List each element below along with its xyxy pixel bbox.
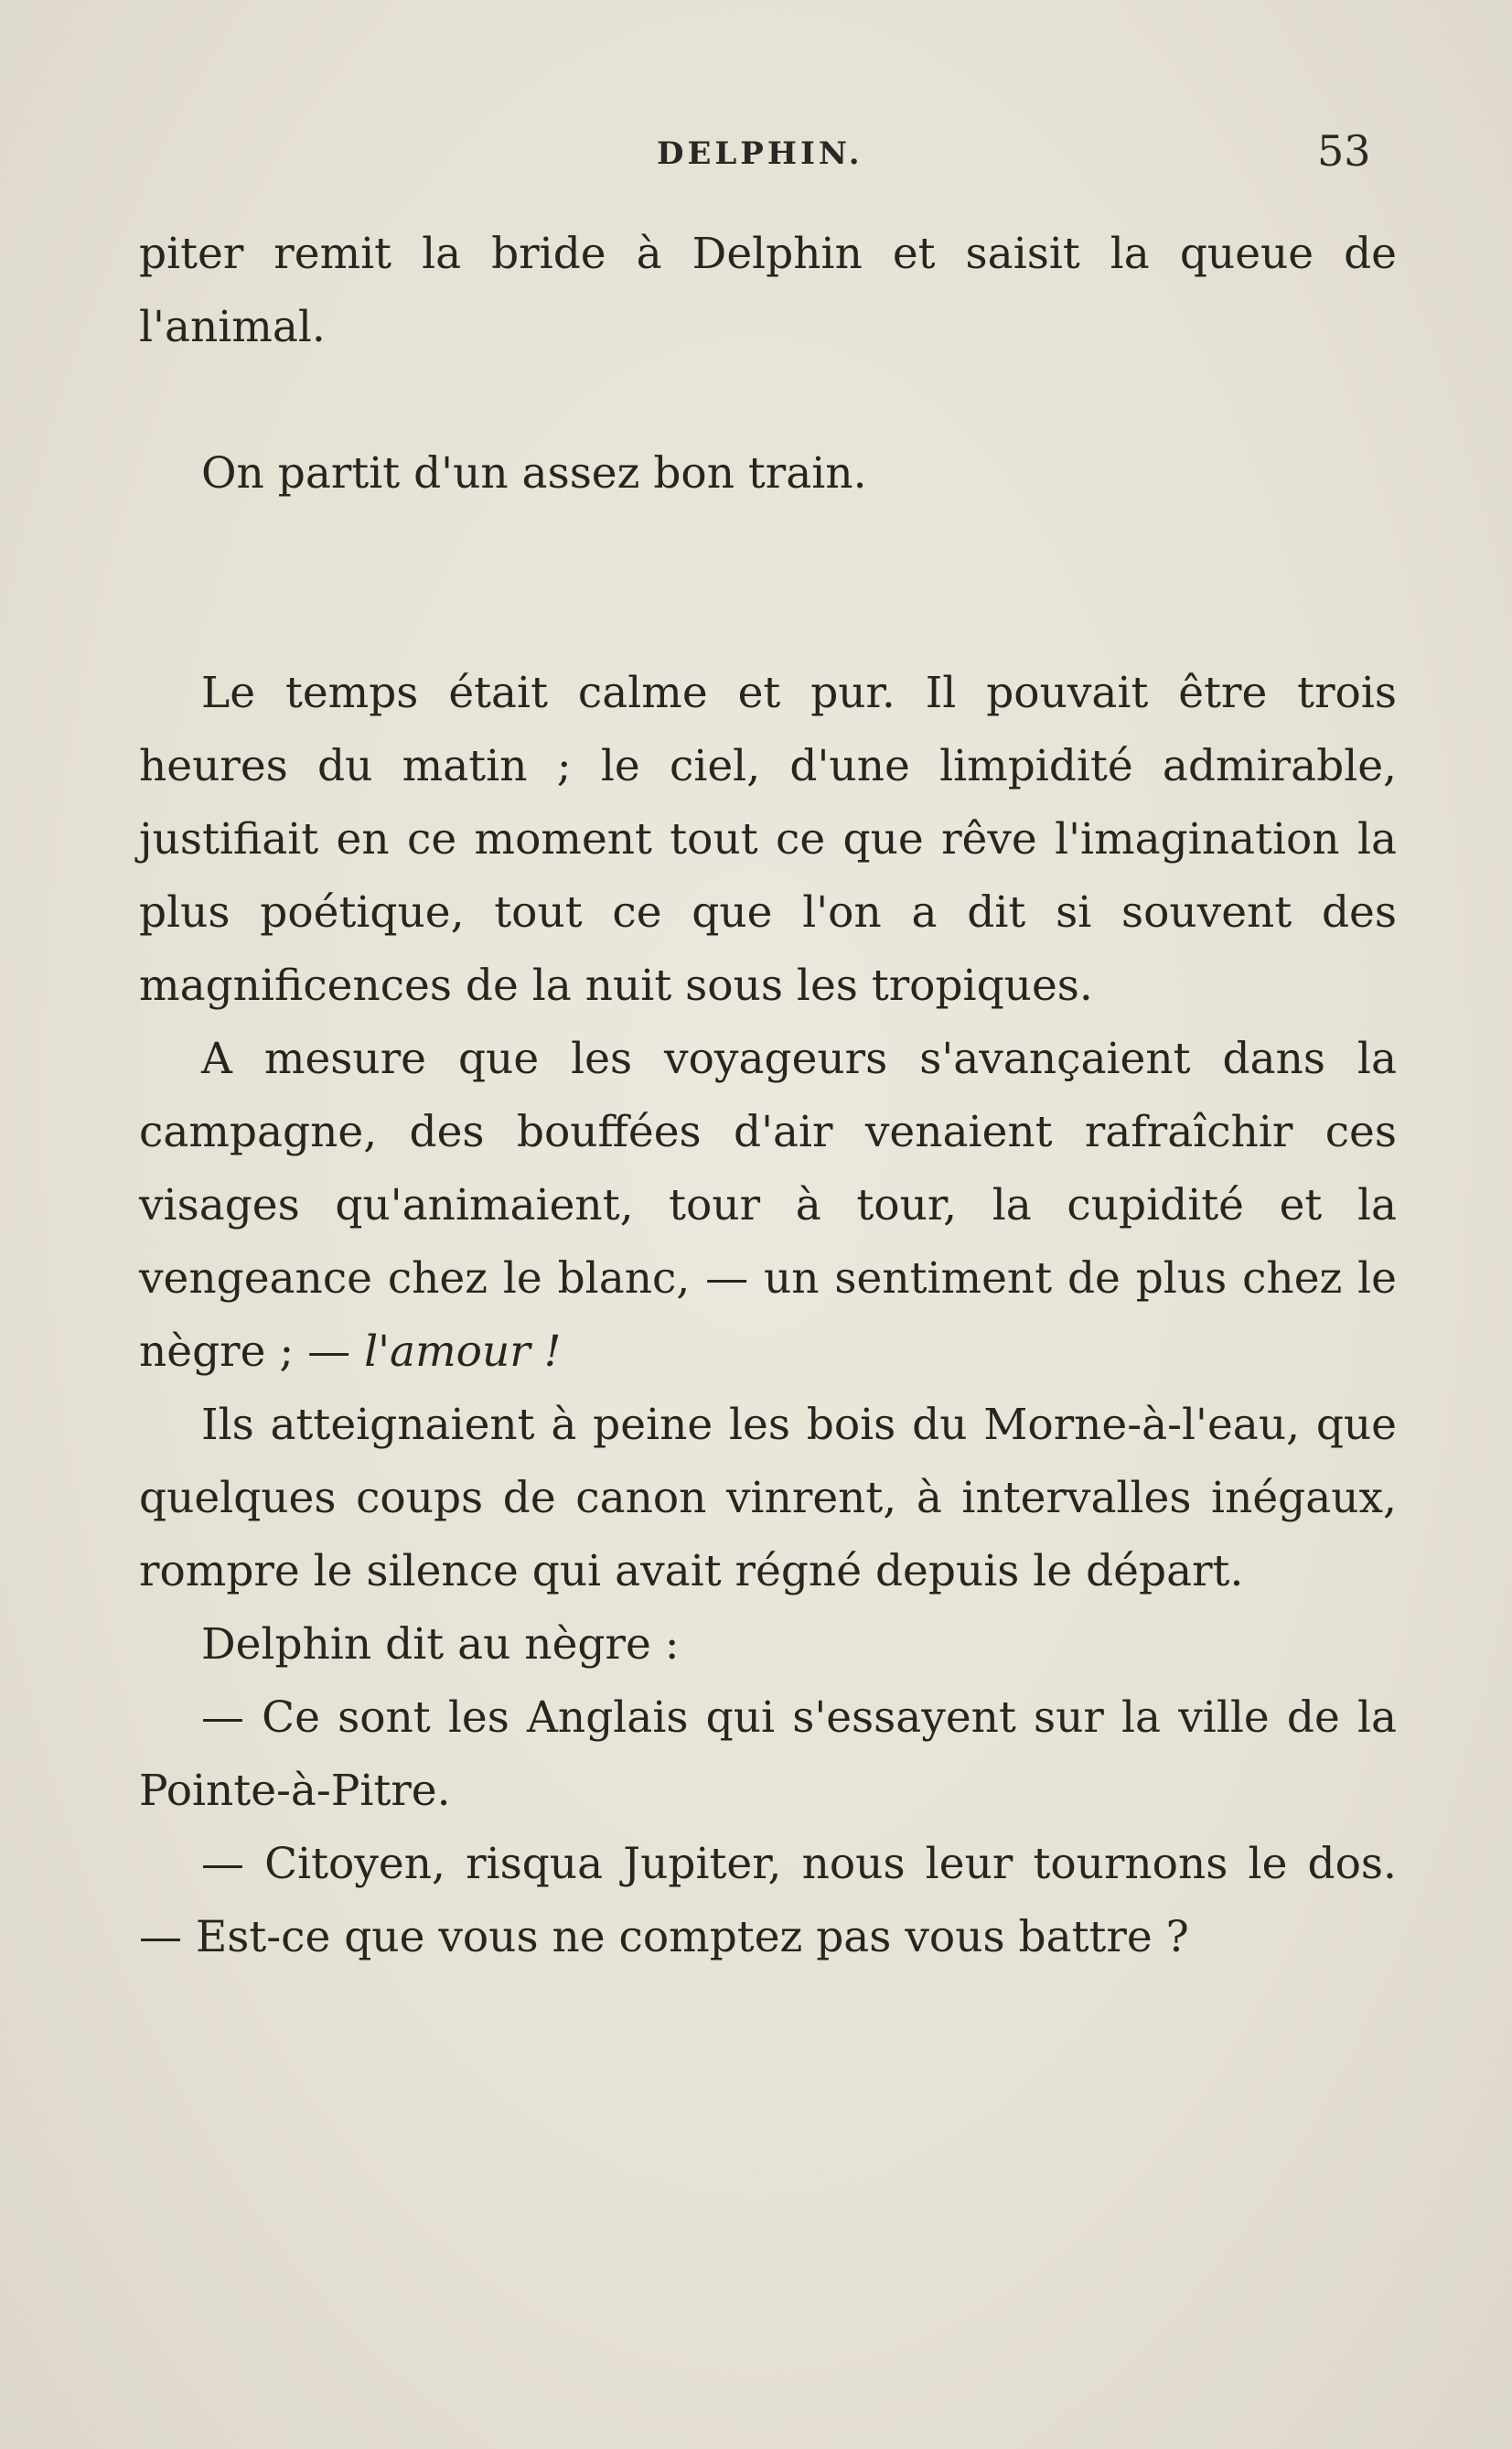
- paragraph-7: — Ce sont les Anglais qui s'essayent sur la ville de la Pointe-à-Pitre.: [139, 1692, 1397, 1816]
- running-head: DELPHIN.: [657, 135, 863, 172]
- paragraph-4-italic: l'amour !: [364, 1327, 562, 1377]
- paragraph-3: Le temps était calme et pur. Il pouvait être trois heures du matin ; le ciel, d'une limpidité admirable, justifiait en ce moment tout ce que rêve l'imagination la plus poétique, tout ce que l'on a dit si souvent des magnificences de la nuit sous les tropiques.: [139, 668, 1397, 1011]
- paragraph-1: piter remit la bride à Delphin et saisit la queue de l'animal.: [139, 229, 1397, 352]
- paragraph-5: Ils atteignaient à peine les bois du Morne-à-l'eau, que quelques coups de canon vinrent, à intervalles inégaux, rompre le silence qui avait régné depuis le départ.: [139, 1400, 1397, 1596]
- page-number: 53: [1317, 126, 1371, 176]
- paragraph-8: — Citoyen, risqua Jupiter, nous leur tournons le dos. — Est-ce que vous ne comptez pas vous battre ?: [139, 1839, 1397, 1962]
- paragraph-2: On partit d'un assez bon train.: [201, 448, 867, 499]
- paragraph-6: Delphin dit au nègre :: [201, 1619, 680, 1670]
- page-header: [0, 126, 1512, 181]
- paragraph-4: [139, 1023, 1397, 1389]
- paragraph-4-text: A mesure que les voyageurs s'avançaient dans la campagne, des bouffées d'air venaient rafraîchir ces visages qu'animaient, tour à tour, la cupidité et la vengeance chez le blanc, — un sentiment de plus chez le nègre ; —: [139, 1034, 1397, 1377]
- page-body: [139, 218, 1397, 1974]
